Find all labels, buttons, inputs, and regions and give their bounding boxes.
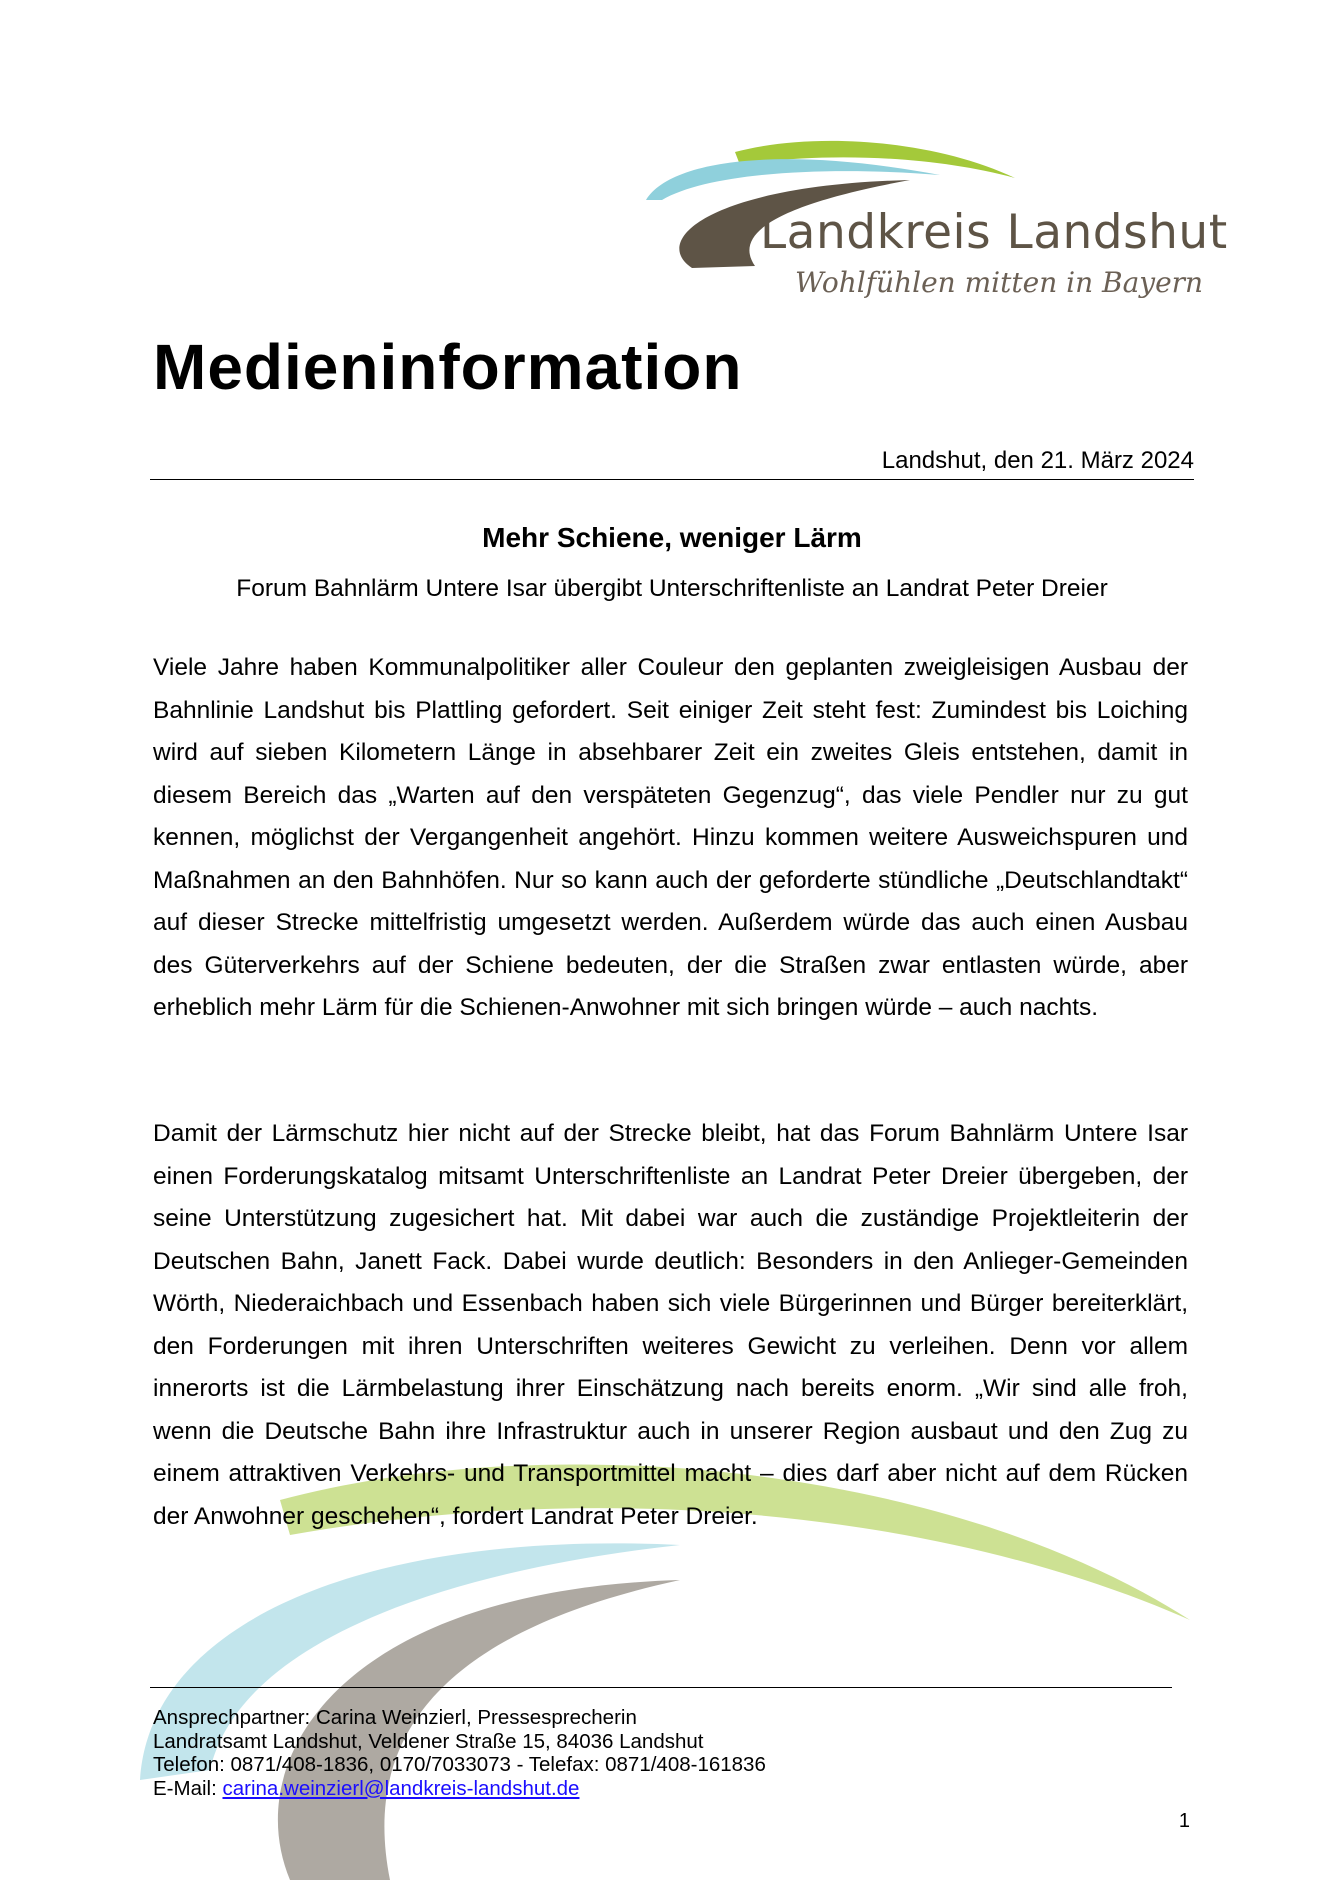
email-link[interactable]: carina.weinzierl@landkreis-landshut.de: [222, 1776, 580, 1800]
header-divider: [150, 479, 1194, 480]
contact-person: Ansprechpartner: Carina Weinzierl, Pressesprecherin: [153, 1706, 637, 1729]
page-number: 1: [1178, 1810, 1190, 1832]
footer-divider: [150, 1687, 1172, 1688]
body-paragraph-2: Damit der Lärmschutz hier nicht auf der Strecke bleibt, hat das Forum Bahnlärm Untere Isar einen Forderungskatalog mitsamt Unterschriftenliste an Landrat Peter Dreier übergeben, der seine Unterstützung zugesichert hat. Mit dabei war auch die zuständige Projektleiterin der Deutschen Bahn, Janett Fack. Dabei wurde deutlich: Besonders in den Anlieger-Gemeinden Wörth, Niederaichbach und Essenbach haben sich viele Bürgerinnen und Bürger bereiterklärt, den Forderungen mit ihren Unterschriften weiteres Gewicht zu verleihen. Denn vor allem innerorts ist die Lärmbelastung ihrer Einschätzung nach bereits enorm. „Wir sind alle froh, wenn die Deutsche Bahn ihre Infrastruktur auch in unserer Region ausbaut und den Zug zu einem attraktiven Verkehrs- und Transportmittel macht – dies darf aber nicht auf dem Rücken der Anwohner geschehen“, fordert Landrat Peter Dreier.: [153, 1120, 1188, 1530]
logo-tagline: Wohlfühlen mitten in Bayern: [795, 266, 1204, 299]
logo-name: Landkreis Landshut: [760, 205, 1228, 260]
contact-phone: Telefon: 0871/408-1836, 0170/7033073 - Telefax: 0871/408-161836: [153, 1753, 766, 1776]
contact-email-line: [153, 1777, 766, 1801]
body-paragraph-1: Viele Jahre haben Kommunalpolitiker aller Couleur den geplanten zweigleisigen Ausbau der Bahnlinie Landshut bis Plattling gefordert. Seit einiger Zeit steht fest: Zumindest bis Loiching wird auf sieben Kilometern Länge in absehbarer Zeit ein zweites Gleis entstehen, damit in diesem Bereich das „Warten auf den verspäteten Gegenzug“, das viele Pendler nur zu gut kennen, möglichst der Vergangenheit angehört. Hinzu kommen weitere Ausweichspuren und Maßnahmen an den Bahnhöfen. Nur so kann auch der geforderte stündliche „Deutschlandtakt“ auf dieser Strecke mittelfristig umgesetzt werden. Außerdem würde das auch einen Ausbau des Güterverkehrs auf der Schiene bedeuten, der die Straßen zwar entlasten würde, aber erheblich mehr Lärm für die Schienen-Anwohner mit sich bringen würde – auch nachts.: [153, 654, 1188, 1021]
subheadline: Forum Bahnlärm Untere Isar übergibt Unterschriftenliste an Landrat Peter Dreier: [236, 575, 1108, 602]
contact-block: [153, 1706, 766, 1800]
page-title: Medieninformation: [153, 331, 743, 403]
contact-address: Landratsamt Landshut, Veldener Straße 15, 84036 Landshut: [153, 1729, 704, 1753]
email-label: E-Mail:: [153, 1776, 223, 1800]
date-line: Landshut, den 21. März 2024: [881, 447, 1194, 474]
headline: Mehr Schiene, weniger Lärm: [482, 522, 862, 553]
